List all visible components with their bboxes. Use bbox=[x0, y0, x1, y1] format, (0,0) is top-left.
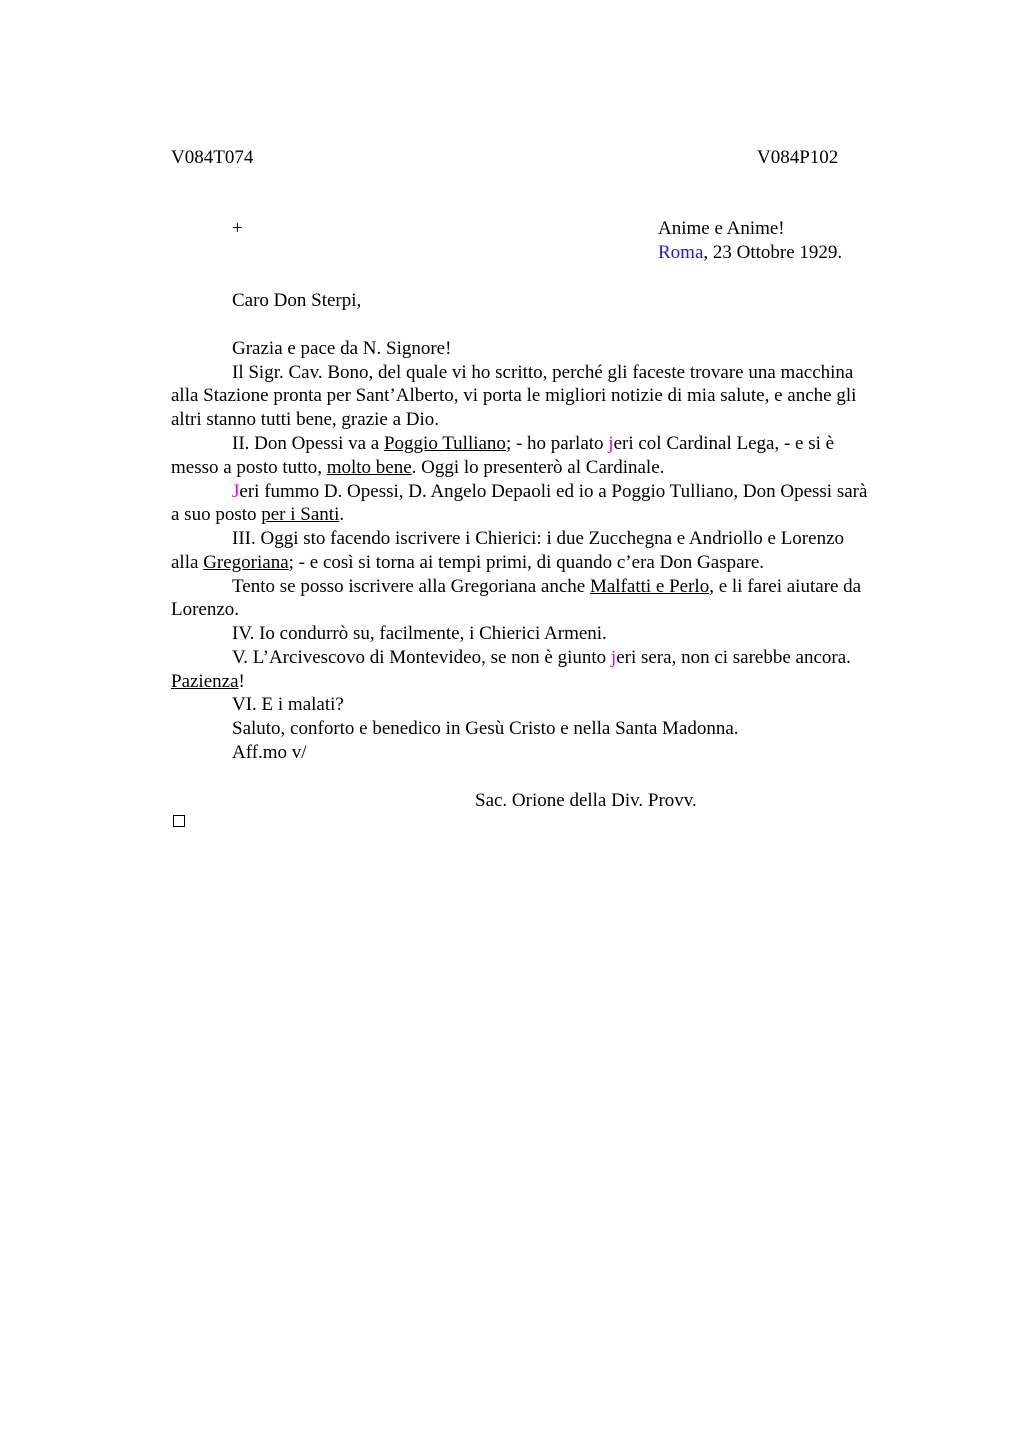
motto: Anime e Anime! bbox=[658, 218, 785, 239]
document-code-right: V084P102 bbox=[757, 147, 839, 168]
body-line: Jeri fummo D. Opessi, D. Angelo Depaoli ed io a Poggio Tulliano, Don Opessi sarà bbox=[232, 481, 868, 502]
date: , 23 Ottobre 1929. bbox=[703, 242, 843, 263]
place-name: Roma bbox=[658, 242, 704, 263]
signature: Sac. Orione della Div. Provv. bbox=[475, 790, 697, 811]
body-line: III. Oggi sto facendo iscrivere i Chierici: i due Zucchegna e Andriollo e Lorenzo bbox=[232, 528, 844, 549]
body-line: altri stanno tutti bene, grazie a Dio. bbox=[171, 409, 440, 430]
underlined-text: molto bene bbox=[326, 457, 412, 478]
greeting-line: Grazia e pace da N. Signore! bbox=[232, 338, 452, 359]
magenta-mark: J bbox=[232, 481, 240, 502]
body-line: Pazienza! bbox=[171, 671, 245, 692]
body-line: IV. Io condurrò su, facilmente, i Chierici Armeni. bbox=[232, 623, 607, 644]
cross-mark: + bbox=[232, 218, 243, 239]
body-line: Il Sigr. Cav. Bono, del quale vi ho scritto, perché gli faceste trovare una macchina bbox=[232, 362, 854, 383]
underlined-text: Malfatti e Perlo bbox=[589, 576, 710, 597]
body-line: Tento se posso iscrivere alla Gregoriana anche Malfatti e Perlo, e li farei aiutare da bbox=[232, 576, 862, 597]
underlined-text: Poggio Tulliano bbox=[383, 433, 506, 454]
underlined-text: Pazienza bbox=[171, 671, 239, 692]
body-line: Lorenzo. bbox=[171, 599, 240, 620]
underlined-text: Gregoriana bbox=[203, 552, 289, 573]
body-line: II. Don Opessi va a Poggio Tulliano; - ho parlato jeri col Cardinal Lega, - e si è bbox=[232, 433, 835, 454]
body-line: a suo posto per i Santi. bbox=[171, 504, 345, 525]
body-line: V. L’Arcivescovo di Montevideo, se non è giunto jeri sera, non ci sarebbe ancora. bbox=[232, 647, 851, 668]
body-line: VI. E i malati? bbox=[232, 694, 344, 715]
body-line: Saluto, conforto e benedico in Gesù Cristo e nella Santa Madonna. bbox=[232, 718, 739, 739]
place-date bbox=[658, 241, 842, 265]
body-line: alla Stazione pronta per Sant’Alberto, vi porta le migliori notizie di mia salute, e anche gli bbox=[171, 385, 857, 406]
body-line: messo a posto tutto, molto bene. Oggi lo presenterò al Cardinale. bbox=[171, 457, 665, 478]
magenta-mark: j bbox=[608, 433, 614, 454]
body-line: alla Gregoriana; - e così si torna ai tempi primi, di quando c’era Don Gaspare. bbox=[171, 552, 765, 573]
closing: Aff.mo v/ bbox=[232, 742, 307, 763]
underlined-text: per i Santi bbox=[261, 504, 340, 525]
document-code-left: V084T074 bbox=[171, 147, 254, 168]
magenta-mark: j bbox=[610, 647, 617, 668]
salutation: Caro Don Sterpi, bbox=[232, 290, 362, 311]
checkbox-square-icon bbox=[173, 815, 185, 827]
